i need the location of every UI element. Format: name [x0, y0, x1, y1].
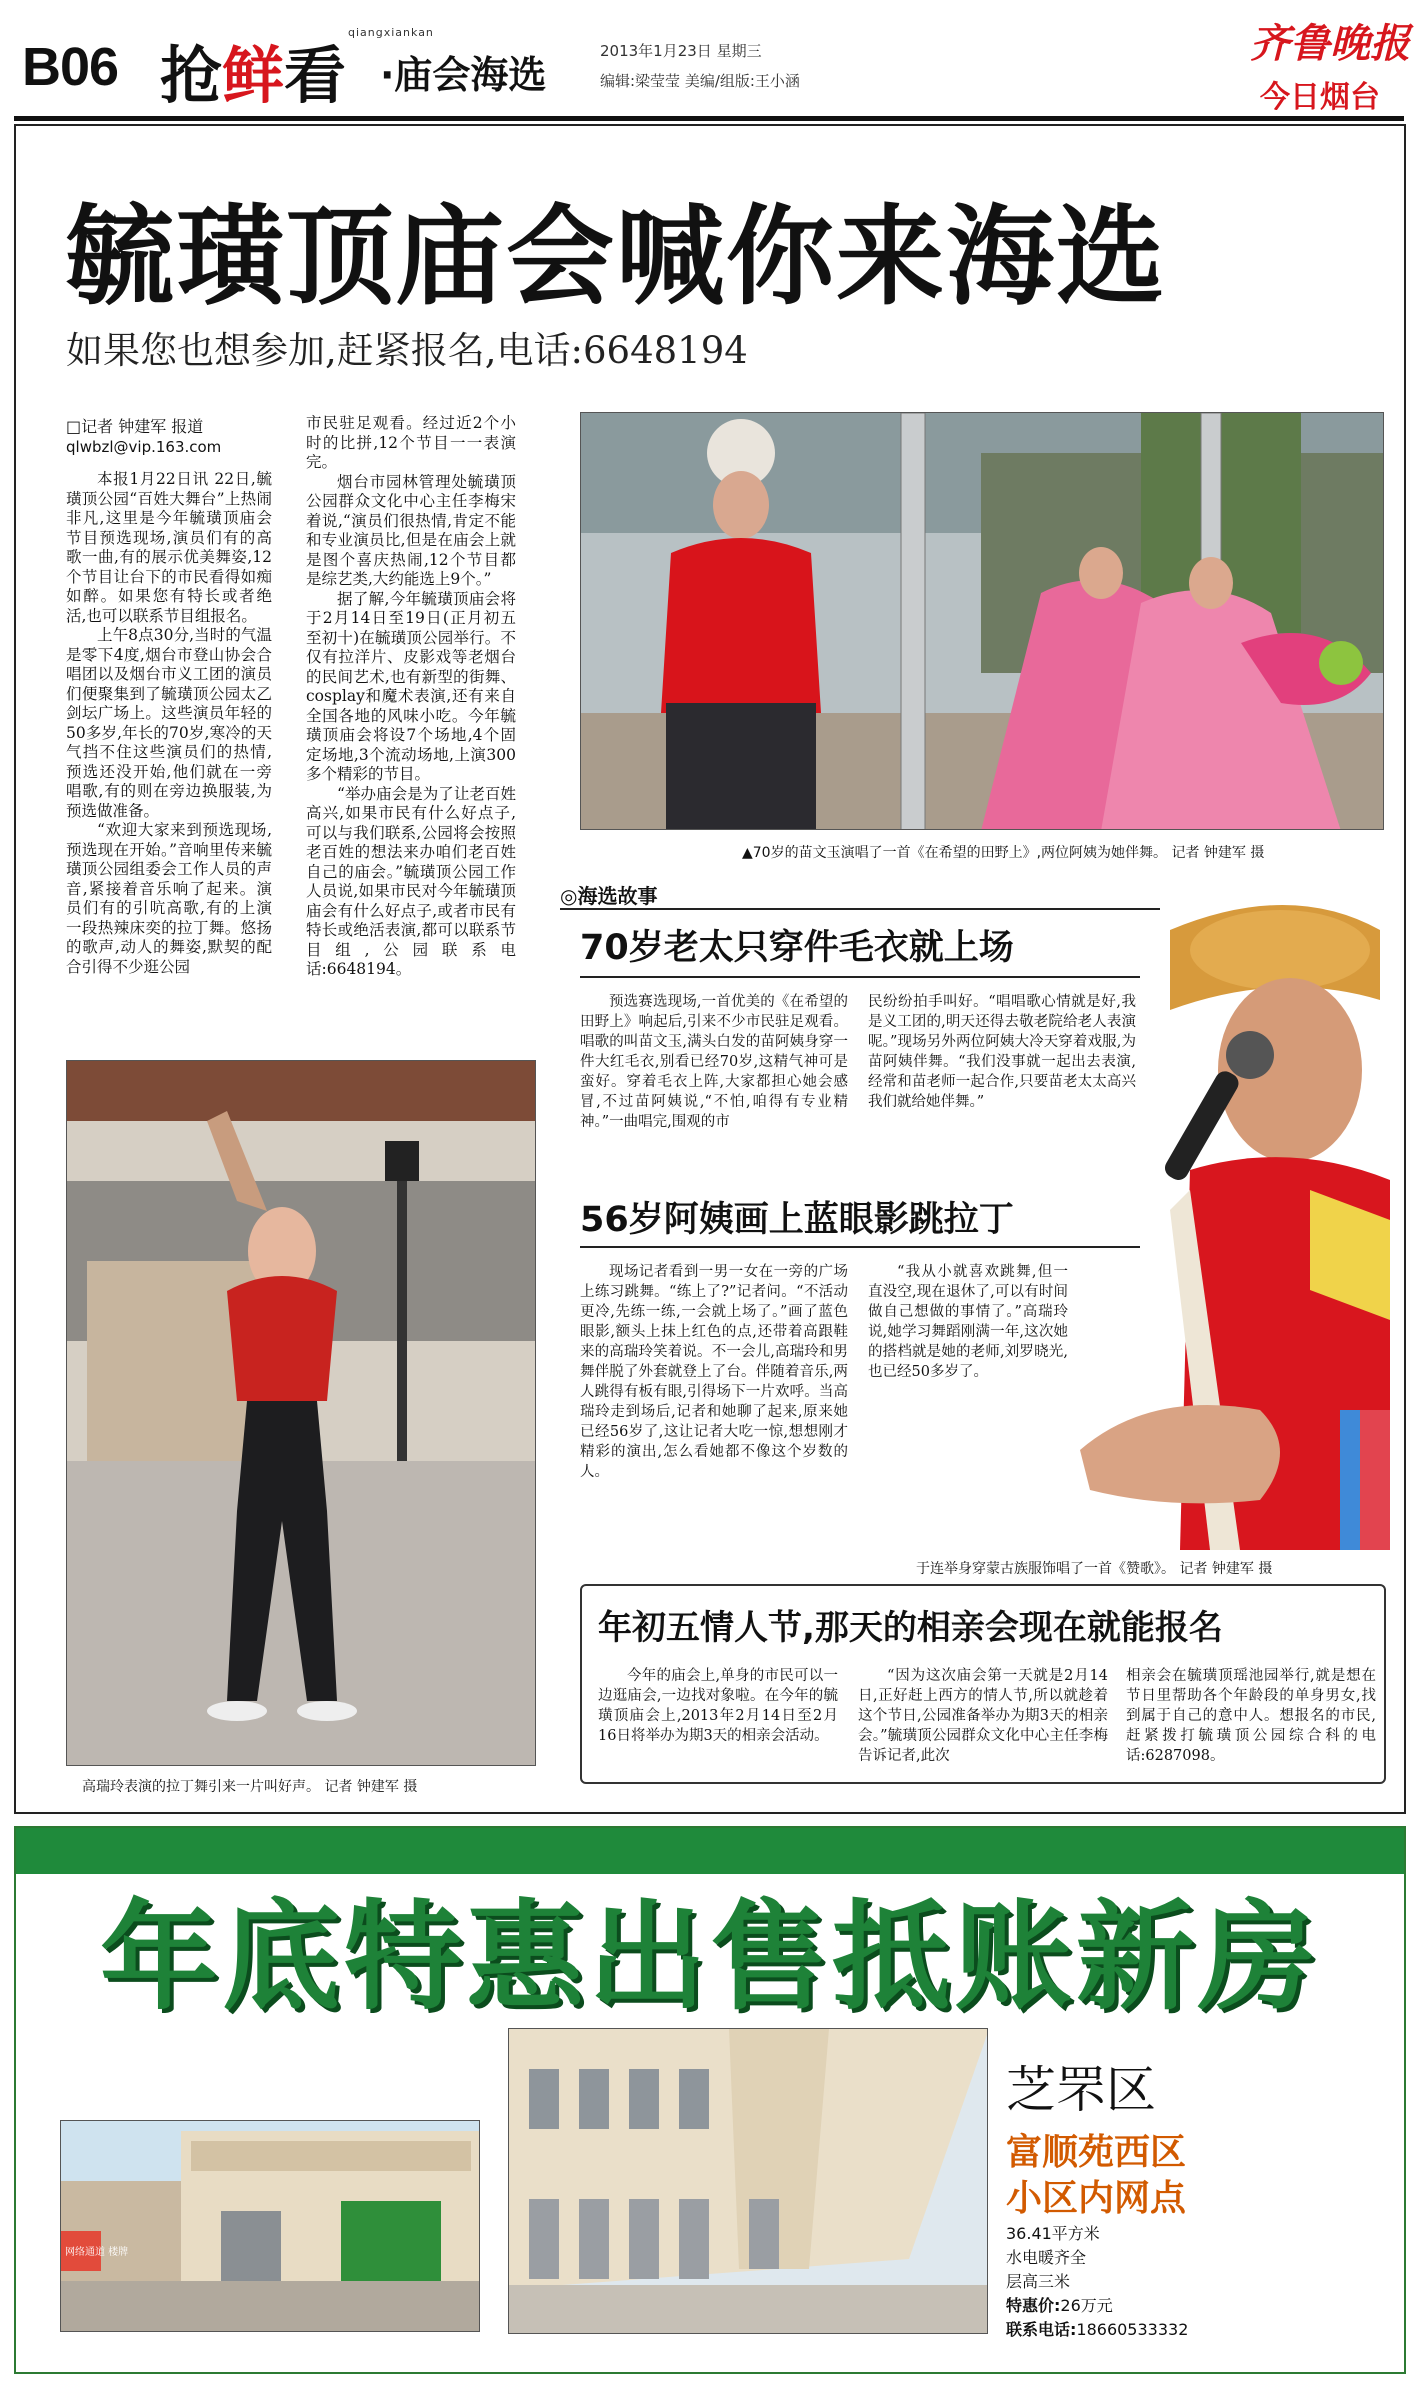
box-column-2	[858, 1666, 1108, 1766]
paragraph: “欢迎大家来到预选现场,预选现在开始。”音响里传来毓璜顶公园组委会工作人员的声音,紧接着音乐响了起来。演员们有的引吭高歌,有的上演一段热辣床奕的拉丁舞。悠扬的歌声,动人的舞姿,默契的配合引得不少逛公园	[66, 821, 272, 976]
paragraph: 今年的庙会上,单身的市民可以一边逛庙会,一边找对象啦。在今年的毓璜顶庙会上,2013年2月14日至2月16日将举办为期3天的相亲会活动。	[598, 1668, 838, 1744]
ad-spec-height: 层高三米	[1006, 2272, 1071, 2291]
ad-photo-building-illustration	[509, 2029, 988, 2334]
photo-singer-dancers	[580, 412, 1384, 830]
paragraph: 本报1月22日讯 22日,毓璜顶公园“百姓大舞台”上热闹非凡,这里是今年毓璜顶庙会节目预选现场,演员们有的高歌一曲,有的展示优美舞姿,12个节目让台下的市民看得如痴如醉。如果您有特长或者绝活,也可以联系节目组报名。	[66, 470, 272, 625]
ad-phone-label: 联系电话:	[1006, 2320, 1077, 2339]
byline: □记者 钟建军 报道	[66, 417, 204, 436]
issue-date: 2013年1月23日 星期三	[600, 42, 762, 60]
reporter-email: qlwbzl@vip.163.com	[66, 438, 222, 456]
photo3-caption: 于连举身穿蒙古族服饰唱了一首《赞歌》。 记者 钟建军 摄	[916, 1561, 1273, 1577]
ad-price-value: 26万元	[1060, 2296, 1113, 2315]
subheadline: 如果您也想参加,赶紧报名,电话:6648194	[66, 329, 748, 372]
photo-mongolian-singer	[1060, 890, 1390, 1550]
shop-sign-text: 网络通道 楼牌	[65, 2247, 129, 2258]
newspaper-masthead: 齐鲁晚报	[1250, 20, 1410, 67]
photo1-caption: ▲70岁的苗文玉演唱了一首《在希望的田野上》,两位阿姨为她伴舞。 记者 钟建军 摄	[742, 845, 1265, 861]
page-number: B06	[22, 37, 119, 97]
paragraph: “我从小就喜欢跳舞,但一直没空,现在退休了,可以有时间做自己想做的事情了。”高瑞玲说,她学习舞蹈刚满一年,这次她的搭档就是她的老师,刘罗晓光,也已经50多岁了。	[868, 1264, 1068, 1380]
paragraph: 上午8点30分,当时的气温是零下4度,烟台市登山协会合唱团以及烟台市义工团的演员们便聚集到了毓璜顶公园太乙剑坛广场上。这些演员年轻的50多岁,年长的70岁,寒冷的天气挡不住这些演员们的热情,预选还没开始,他们就在一旁唱歌,有的则在旁边换服装,为预选做准备。	[66, 626, 272, 820]
ad-project-line2: 小区内网点	[1006, 2178, 1187, 2219]
ad-phone	[1006, 2318, 1188, 2342]
story2-title: 56岁阿姨画上蓝眼影跳拉丁	[580, 1200, 1014, 1240]
headline: 毓璜顶庙会喊你来海选	[66, 195, 1167, 320]
editor-credits: 编辑:梁莹莹 美编/组版:王小涵	[600, 72, 800, 90]
story1-rule	[580, 976, 1140, 978]
ad-photo-street	[60, 2120, 480, 2332]
ad-title: 年底特惠出售抵账新房	[100, 1888, 1321, 2026]
paragraph: 据了解,今年毓璜顶庙会将于2月14日至19日(正月初五至初十)在毓璜顶公园举行。不仅有拉洋片、皮影戏等老烟台的民间艺术,也有新型的街舞、cosplay和魔术表演,还有来自全国各地的风味小吃。今年毓璜顶庙会将设7个场地,4个固定场地,3个流动场地,上演300多个精彩的节目。	[306, 589, 516, 783]
ad-project-line1: 富顺苑西区	[1006, 2132, 1187, 2173]
ad-photo-building	[508, 2028, 988, 2334]
ad-district: 芝罘区	[1006, 2061, 1156, 2119]
section-kicker: ◎海选故事	[560, 884, 658, 908]
ad-project	[1006, 2130, 1186, 2222]
story1-column-1	[580, 992, 848, 1132]
ad-price-label: 特惠价:	[1006, 2296, 1061, 2315]
edition-city: 今日烟台	[1260, 80, 1380, 115]
ad-specs	[1006, 2222, 1188, 2342]
ad-phone-value: 18660533332	[1076, 2320, 1189, 2339]
brand-text: 抢鲜看	[160, 39, 347, 112]
box-column-3	[1126, 1666, 1376, 1766]
photo2-caption: 高瑞玲表演的拉丁舞引来一片叫好声。 记者 钟建军 摄	[82, 1779, 418, 1795]
paragraph: 烟台市园林管理处毓璜顶公园群众文化中心主任李梅宋着说,“演员们很热情,肯定不能和专业演员比,但是在庙会上就是图个喜庆热闹,12个节目都是综艺类,大约能选上9个。”	[306, 472, 516, 588]
article-column-2	[306, 414, 516, 980]
paragraph: 民纷纷拍手叫好。“唱唱歌心情就是好,我是义工团的,明天还得去敬老院给老人表演呢。”现场另外两位阿姨大冷天穿着戏服,为苗阿姨伴舞。“我们没事就一起出去表演,经常和苗老师一起合作,只要苗老太太高兴我们就给她伴舞。”	[868, 994, 1136, 1110]
section-brand	[160, 26, 346, 115]
paragraph: 相亲会在毓璜顶瑶池园举行,就是想在节日里帮助各个年龄段的单身男女,找到属于自己的意中人。想报名的市民,赶紧拨打毓璜顶公园综合科的电话:6287098。	[1126, 1668, 1376, 1764]
photo-singer-dancers-illustration	[581, 413, 1384, 830]
ad-price	[1006, 2294, 1188, 2318]
photo-latin-dancer-illustration	[67, 1061, 536, 1766]
section-title: ·庙会海选	[380, 53, 547, 97]
ad-spec-area: 36.41平方米	[1006, 2224, 1100, 2243]
paragraph: “举办庙会是为了让老百姓高兴,如果市民有什么好点子,可以与我们联系,公园将会按照老百姓的想法来办咱们老百姓自己的庙会。”毓璜顶公园工作人员说,如果市民对今年毓璜顶庙会有什么好点子,或者市民有特长或绝活表演,都可以联系节目组,公园联系电话:6648194。	[306, 784, 516, 978]
box-column-1	[598, 1666, 838, 1746]
story1-title: 70岁老太只穿件毛衣就上场	[580, 928, 1014, 968]
story2-column-1	[580, 1262, 848, 1482]
story2-column-2	[868, 1262, 1068, 1382]
brand-pinyin: qiangxiankan	[348, 26, 434, 39]
paragraph: 现场记者看到一男一女在一旁的广场上练习跳舞。“练上了?”记者问。“不活动更冷,先练一练,一会就上场了。”画了蓝色眼影,额头上抹上红色的点,还带着高跟鞋来的高瑞玲笑着说。不一会儿,高瑞玲和男舞伴脱了外套就登上了台。伴随着音乐,两人跳得有板有眼,引得场下一片欢呼。当高瑞玲走到场后,记者和她聊了起来,原来她已经56岁了,这让记者大吃一惊,想想刚才精彩的演出,怎么看她都不像这个岁数的人。	[580, 1264, 848, 1480]
article-column-1	[66, 470, 272, 977]
photo-latin-dancer	[66, 1060, 536, 1766]
photo-mongolian-singer-illustration	[1060, 890, 1390, 1550]
ad-spec-utilities: 水电暖齐全	[1006, 2248, 1087, 2267]
paragraph: 市民驻足观看。经过近2个小时的比拼,12个节目一一表演完。	[306, 414, 516, 471]
paragraph: “因为这次庙会第一天就是2月14日,正好赶上西方的情人节,所以就趁着这个节日,公园准备举办为期3天的相亲会。”毓璜顶公园群众文化中心主任李梅告诉记者,此次	[858, 1668, 1108, 1764]
paragraph: 预选赛选现场,一首优美的《在希望的田野上》响起后,引来不少市民驻足观看。唱歌的叫苗文玉,满头白发的苗阿姨身穿一件大红毛衣,别看已经70岁,这精气神可是蛮好。穿着毛衣上阵,大家都担心她会感冒,不过苗阿姨说,“不怕,咱得有专业精神。”一曲唱完,围观的市	[580, 994, 848, 1130]
ad-photo-street-illustration	[61, 2121, 480, 2332]
box-title: 年初五情人节,那天的相亲会现在就能报名	[598, 1608, 1223, 1648]
story2-rule	[580, 1246, 1140, 1248]
header-rule	[14, 116, 1404, 121]
